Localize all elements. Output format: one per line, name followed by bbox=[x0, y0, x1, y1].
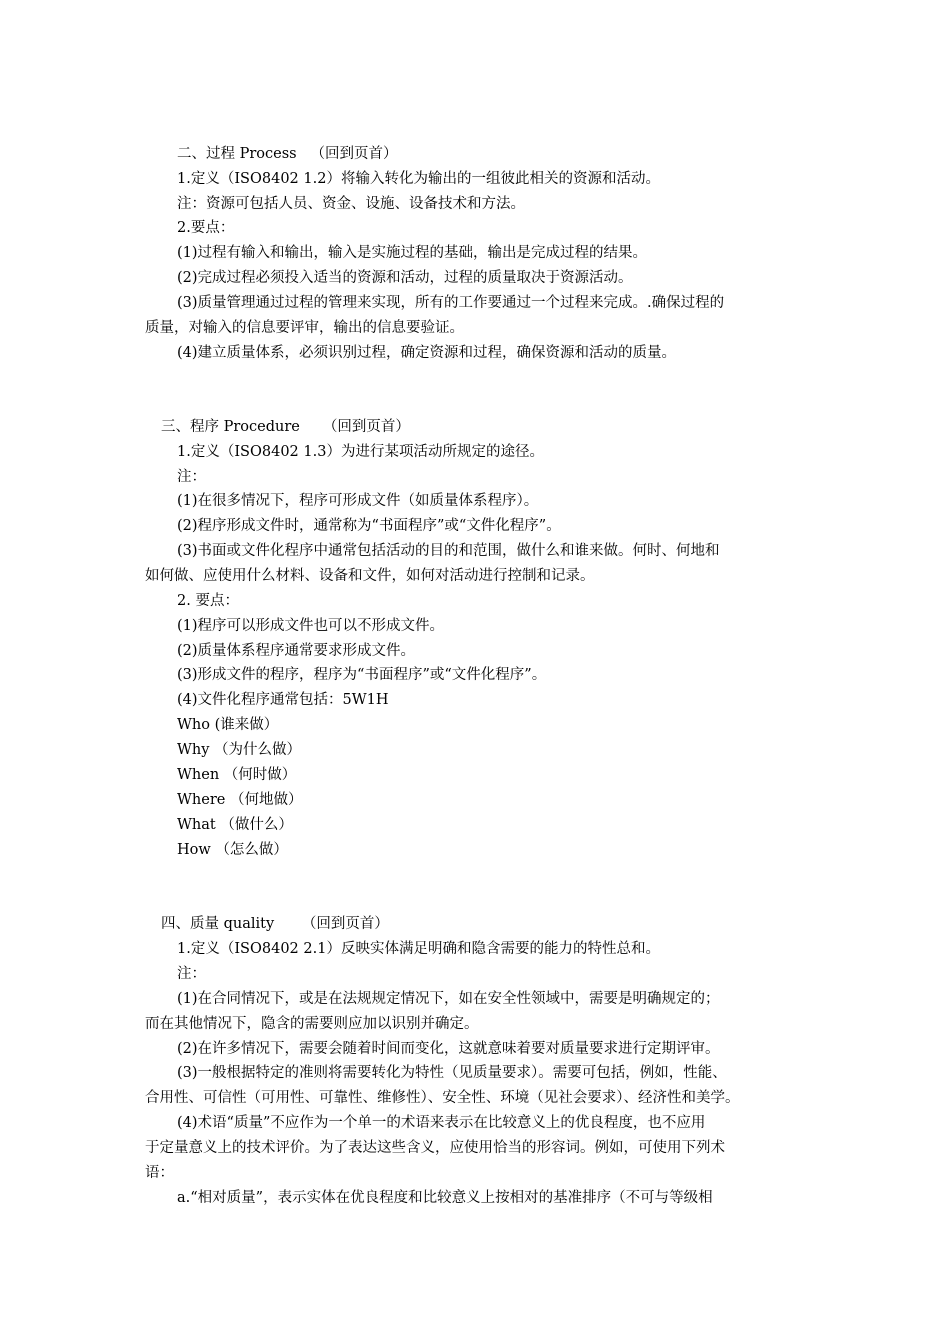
paragraph-line: a.“相对质量”，表示实体在优良程度和比较意义上按相对的基准排序（不可与等级相 bbox=[177, 1190, 713, 1206]
paragraph-line: (1)在合同情况下，或是在法规规定情况下，如在安全性领域中，需要是明确规定的； bbox=[177, 991, 720, 1007]
paragraph-line: (3)一般根据特定的准则将需要转化为特性（见质量要求）。需要可包括，例如，性能、 bbox=[177, 1065, 727, 1081]
paragraph-line: What （做什么） bbox=[177, 817, 293, 833]
paragraph-line: (1)过程有输入和输出，输入是实施过程的基础，输出是完成过程的结果。 bbox=[177, 245, 648, 261]
paragraph-line: 注： bbox=[177, 966, 206, 982]
section-heading-process bbox=[177, 144, 397, 164]
section-heading-procedure bbox=[161, 417, 410, 437]
paragraph-line: 于定量意义上的技术评价。为了表达这些含义，应使用恰当的形容词。例如，可使用下列术 bbox=[145, 1140, 725, 1156]
paragraph-line: 注：资源可包括人员、资金、设施、设备技术和方法。 bbox=[177, 196, 525, 212]
paragraph-line: 语： bbox=[145, 1165, 174, 1181]
paragraph-line: (4)术语“质量”不应作为一个单一的术语来表示在比较意义上的优良程度，也不应用 bbox=[177, 1115, 706, 1131]
paragraph-line: (2)完成过程必须投入适当的资源和活动，过程的质量取决于资源活动。 bbox=[177, 270, 633, 286]
paragraph-line: 1.定义（ISO8402 2.1）反映实体满足明确和隐含需要的能力的特性总和。 bbox=[177, 941, 660, 957]
back-to-top-link[interactable]: （回到页首） bbox=[310, 146, 398, 162]
section-heading-quality bbox=[161, 914, 389, 934]
paragraph-line: (2)在许多情况下，需要会随着时间而变化，这就意味着要对质量要求进行定期评审。 bbox=[177, 1041, 720, 1057]
paragraph-line: 2. 要点： bbox=[177, 593, 239, 609]
back-to-top-link[interactable]: （回到页首） bbox=[322, 419, 410, 435]
paragraph-line: (3)书面或文件化程序中通常包括活动的目的和范围，做什么和谁来做。何时、何地和 bbox=[177, 543, 720, 559]
paragraph-line: Who (谁来做） bbox=[177, 717, 279, 733]
paragraph-line: When （何时做） bbox=[177, 767, 297, 783]
paragraph-line: (3)质量管理通过过程的管理来实现，所有的工作要通过一个过程来完成。.确保过程的 bbox=[177, 295, 725, 311]
paragraph-line: 如何做、应使用什么材料、设备和文件，如何对活动进行控制和记录。 bbox=[145, 568, 595, 584]
heading-text: 二、过程 Process bbox=[177, 146, 297, 162]
paragraph-line: 合用性、可信性（可用性、可靠性、维修性）、安全性、环境（见社会要求）、经济性和美学。 bbox=[145, 1090, 740, 1106]
paragraph-line: 1.定义（ISO8402 1.2）将输入转化为输出的一组彼此相关的资源和活动。 bbox=[177, 171, 660, 187]
paragraph-line: 2.要点： bbox=[177, 220, 235, 236]
paragraph-line: (3)形成文件的程序，程序为“书面程序”或“文件化程序”。 bbox=[177, 667, 547, 683]
paragraph-line: 注： bbox=[177, 469, 206, 485]
paragraph-line: Why （为什么做） bbox=[177, 742, 302, 758]
paragraph-line: (4)建立质量体系，必须识别过程，确定资源和过程，确保资源和活动的质量。 bbox=[177, 345, 677, 361]
paragraph-line: (1)在很多情况下，程序可形成文件（如质量体系程序）。 bbox=[177, 493, 539, 509]
heading-text: 四、质量 quality bbox=[161, 916, 275, 932]
back-to-top-link[interactable]: （回到页首） bbox=[301, 916, 389, 932]
paragraph-line: (2)程序形成文件时，通常称为“书面程序”或“文件化程序”。 bbox=[177, 518, 561, 534]
paragraph-line: (1)程序可以形成文件也可以不形成文件。 bbox=[177, 618, 445, 634]
paragraph-line: 而在其他情况下，隐含的需要则应加以识别并确定。 bbox=[145, 1016, 479, 1032]
paragraph-line: Where （何地做） bbox=[177, 792, 303, 808]
paragraph-line: 质量，对输入的信息要评审，输出的信息要验证。 bbox=[145, 320, 464, 336]
paragraph-line: (2)质量体系程序通常要求形成文件。 bbox=[177, 643, 416, 659]
paragraph-line: How （怎么做） bbox=[177, 842, 288, 858]
paragraph-line: 1.定义（ISO8402 1.3）为进行某项活动所规定的途径。 bbox=[177, 444, 544, 460]
paragraph-line: (4)文件化程序通常包括：5W1H bbox=[177, 692, 389, 708]
heading-text: 三、程序 Procedure bbox=[161, 419, 300, 435]
